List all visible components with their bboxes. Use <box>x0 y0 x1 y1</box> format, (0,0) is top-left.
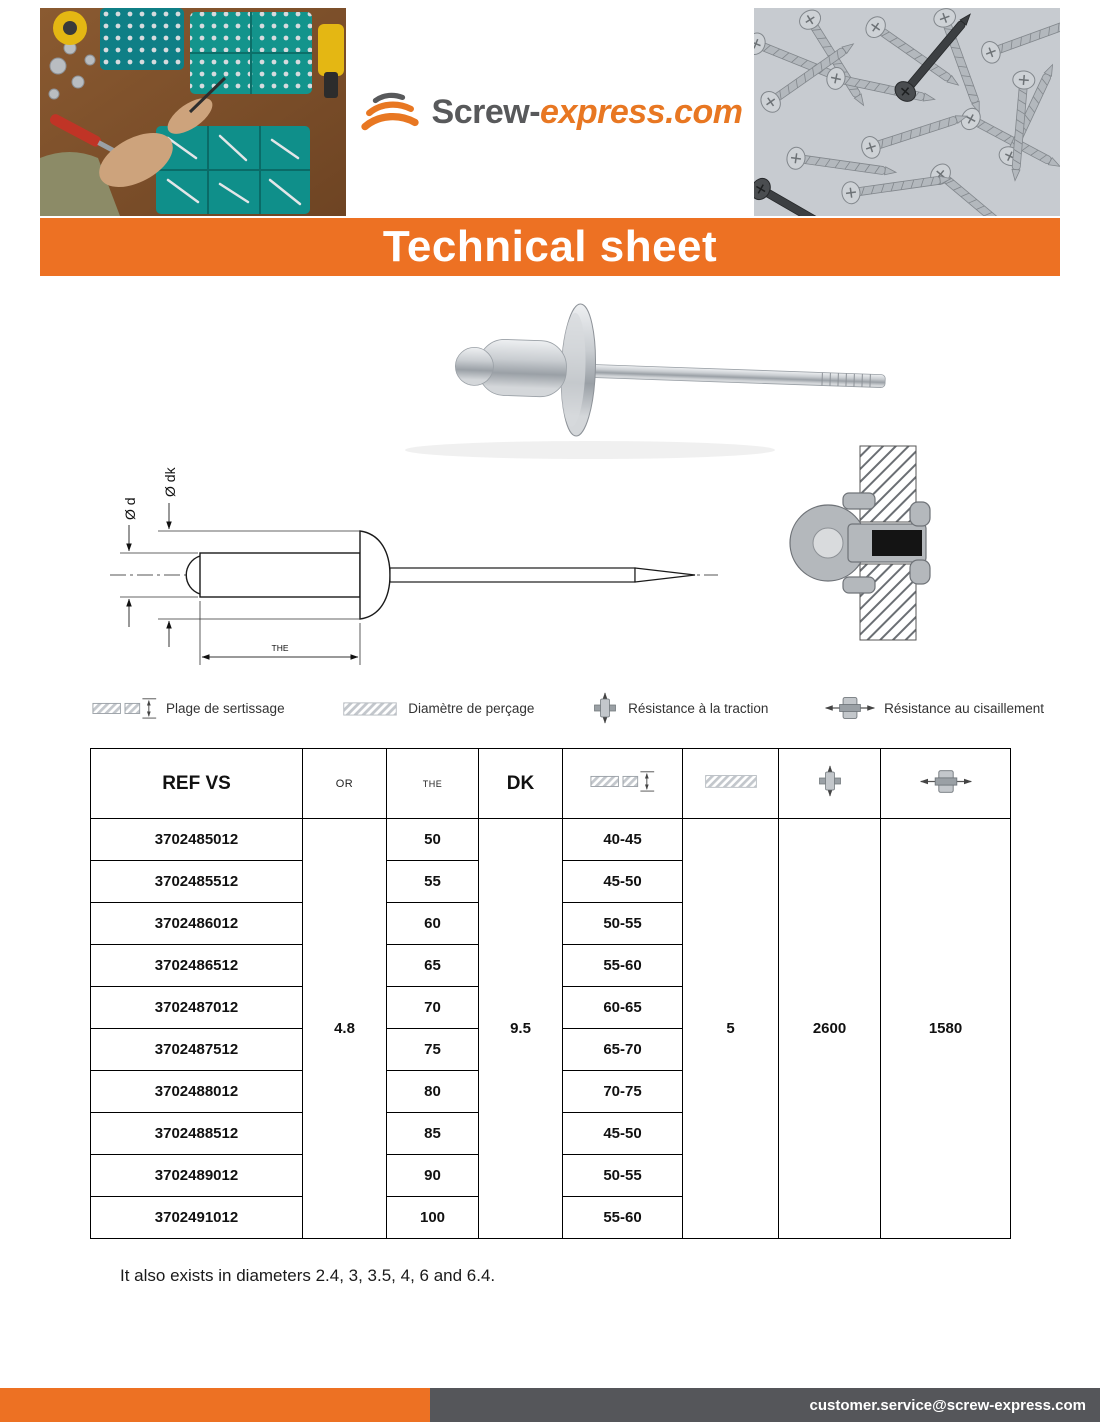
the-cell: 85 <box>387 1113 479 1155</box>
brand-name-suffix: express.com <box>540 92 743 131</box>
grip-cell: 60-65 <box>563 987 683 1029</box>
photo-workbench <box>40 8 346 216</box>
ref-cell: 3702488512 <box>91 1113 303 1155</box>
legend-item-grip-range <box>92 694 285 722</box>
logo-swoosh-icon <box>358 87 422 137</box>
shear-strength-icon <box>919 767 973 796</box>
legend-label-tensile-strength: Résistance à la traction <box>628 700 769 716</box>
grip-cell: 65-70 <box>563 1029 683 1071</box>
grip-cell: 55-60 <box>563 1197 683 1239</box>
diameter-availability-note: It also exists in diameters 2.4, 3, 3.5, 4, 6 and 6.4. <box>120 1266 496 1285</box>
or-value-cell: 4.8 <box>303 819 387 1239</box>
the-cell: 65 <box>387 945 479 987</box>
tensile-strength-icon <box>815 764 845 798</box>
legend-label-shear-strength: Résistance au cisaillement <box>884 700 1044 716</box>
ref-cell: 3702485512 <box>91 861 303 903</box>
photo-screw-pile <box>754 8 1060 216</box>
col-header-tensile-strength <box>779 749 881 819</box>
dim-label-d: Ø d <box>122 497 138 520</box>
grip-cell: 50-55 <box>563 1155 683 1197</box>
page-footer <box>0 1388 1100 1422</box>
col-header-ref: REF VS <box>91 749 303 819</box>
drill-diameter-icon <box>340 696 400 721</box>
spec-table <box>90 748 1011 1239</box>
dim-label-the: THE <box>271 643 289 653</box>
brand-name-prefix: Screw- <box>431 92 541 131</box>
grip-range-icon <box>590 767 656 795</box>
footer-contact-bar <box>430 1388 1100 1422</box>
dk-value-cell: 9.5 <box>479 819 563 1239</box>
table-row <box>91 819 1011 861</box>
customer-service-email-link[interactable]: customer.service@screw-express.com <box>809 1396 1086 1414</box>
grip-cell: 45-50 <box>563 1113 683 1155</box>
legend-item-drill-diameter <box>340 696 534 721</box>
ref-cell: 3702486512 <box>91 945 303 987</box>
grip-range-icon <box>92 694 158 722</box>
legend-item-tensile-strength <box>590 691 768 725</box>
col-header-dk: DK <box>479 749 563 819</box>
brand-logo <box>346 8 754 216</box>
the-cell: 50 <box>387 819 479 861</box>
ref-cell: 3702488012 <box>91 1071 303 1113</box>
col-header-or: OR <box>303 749 387 819</box>
grip-cell: 40-45 <box>563 819 683 861</box>
dim-label-dk: Ø dk <box>162 467 178 497</box>
drill-diameter-icon <box>702 769 760 793</box>
tensile-value-cell: 2600 <box>779 819 881 1239</box>
legend-item-shear-strength <box>824 694 1044 722</box>
banner-title: Technical sheet <box>40 218 1060 276</box>
grip-cell: 70-75 <box>563 1071 683 1113</box>
ref-cell: 3702486012 <box>91 903 303 945</box>
grip-cell: 55-60 <box>563 945 683 987</box>
shear-value-cell: 1580 <box>881 819 1011 1239</box>
grip-cell: 50-55 <box>563 903 683 945</box>
the-cell: 75 <box>387 1029 479 1071</box>
grip-cell: 45-50 <box>563 861 683 903</box>
ref-cell: 3702489012 <box>91 1155 303 1197</box>
the-cell: 55 <box>387 861 479 903</box>
rivet-dimension-drawing <box>90 425 730 685</box>
col-header-drill-diameter <box>683 749 779 819</box>
footer-accent-bar <box>0 1388 430 1422</box>
the-cell: 70 <box>387 987 479 1029</box>
the-cell: 100 <box>387 1197 479 1239</box>
col-header-grip-range <box>563 749 683 819</box>
shear-strength-icon <box>824 694 876 722</box>
legend <box>92 690 1044 726</box>
tensile-strength-icon <box>590 691 620 725</box>
ref-cell: 3702491012 <box>91 1197 303 1239</box>
ref-cell: 3702487012 <box>91 987 303 1029</box>
ref-cell: 3702485012 <box>91 819 303 861</box>
brand-name <box>432 93 743 132</box>
the-cell: 80 <box>387 1071 479 1113</box>
the-cell: 60 <box>387 903 479 945</box>
legend-label-grip-range: Plage de sertissage <box>166 700 285 716</box>
the-cell: 90 <box>387 1155 479 1197</box>
col-header-shear-strength <box>881 749 1011 819</box>
ref-cell: 3702487512 <box>91 1029 303 1071</box>
rivet-cross-section-diagram <box>788 438 973 648</box>
drill-value-cell: 5 <box>683 819 779 1239</box>
col-header-the: THE <box>387 749 479 819</box>
legend-label-drill-diameter: Diamètre de perçage <box>408 700 535 716</box>
table-header-row <box>91 749 1011 819</box>
